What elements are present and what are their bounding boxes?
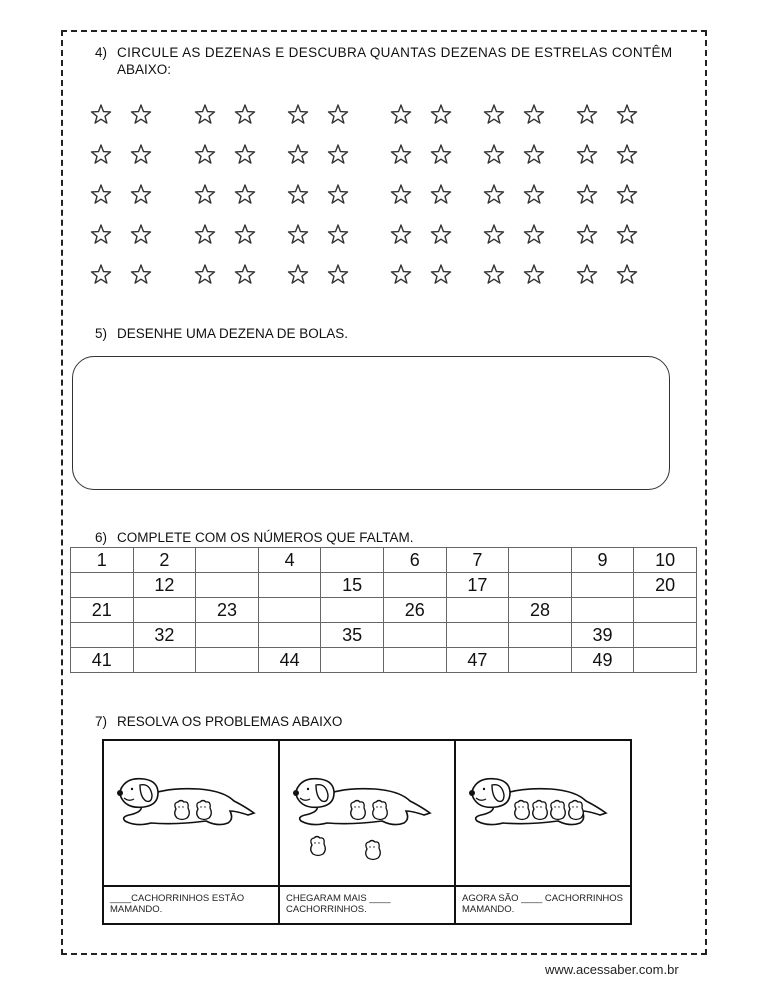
- star-outline-icon: [617, 185, 636, 203]
- problem-panel: [456, 741, 630, 923]
- star-outline-icon: [131, 265, 150, 283]
- question-text: RESOLVA OS PROBLEMAS ABAIXO: [117, 714, 343, 729]
- star-outline-icon: [288, 145, 307, 163]
- star-outline-icon: [328, 265, 347, 283]
- grid-cell-blank[interactable]: [383, 648, 446, 673]
- star-outline-icon: [484, 265, 503, 283]
- nursing-puppy-icon: [197, 801, 212, 820]
- drawing-area[interactable]: [72, 356, 670, 490]
- grid-cell-blank[interactable]: [133, 598, 196, 623]
- grid-row: [71, 648, 697, 673]
- grid-cell-blank[interactable]: [321, 598, 384, 623]
- arriving-puppy-icon: [366, 841, 381, 860]
- star-outline-icon: [524, 225, 543, 243]
- problem-caption[interactable]: AGORA SÃO ____ CACHORRINHOS MAMANDO.: [456, 885, 630, 923]
- question-5: [95, 325, 348, 342]
- arriving-puppy-icon: [311, 837, 326, 856]
- star-outline-icon: [328, 185, 347, 203]
- grid-cell-blank[interactable]: [571, 573, 634, 598]
- star-outline-icon: [235, 185, 254, 203]
- star-outline-icon: [524, 185, 543, 203]
- question-6: [95, 529, 414, 546]
- star-outline-icon: [431, 105, 450, 123]
- star-outline-icon: [391, 265, 410, 283]
- grid-cell-blank[interactable]: [258, 623, 321, 648]
- grid-cell-blank[interactable]: [196, 548, 259, 573]
- star-outline-icon: [235, 265, 254, 283]
- grid-cell-blank[interactable]: [509, 548, 572, 573]
- star-outline-icon: [328, 225, 347, 243]
- star-outline-icon: [577, 225, 596, 243]
- grid-cell-number: 6: [383, 548, 446, 573]
- star-outline-icon: [91, 105, 110, 123]
- star-outline-icon: [431, 145, 450, 163]
- star-outline-icon: [431, 225, 450, 243]
- grid-cell-blank[interactable]: [509, 573, 572, 598]
- problem-caption[interactable]: CHEGARAM MAIS ____ CACHORRINHOS.: [280, 885, 454, 923]
- grid-cell-number: 47: [446, 648, 509, 673]
- star-outline-icon: [391, 185, 410, 203]
- grid-cell-blank[interactable]: [321, 648, 384, 673]
- star-outline-icon: [235, 225, 254, 243]
- nursing-puppy-icon: [175, 801, 190, 820]
- grid-cell-blank[interactable]: [446, 623, 509, 648]
- number-grid: [70, 547, 697, 673]
- grid-cell-number: 32: [133, 623, 196, 648]
- problem-panels: [102, 739, 632, 925]
- star-outline-icon: [617, 265, 636, 283]
- grid-cell-number: 20: [634, 573, 697, 598]
- grid-cell-number: 2: [133, 548, 196, 573]
- grid-row: [71, 598, 697, 623]
- grid-cell-number: 28: [509, 598, 572, 623]
- grid-cell-number: 10: [634, 548, 697, 573]
- nursing-puppy-icon: [351, 801, 366, 820]
- grid-cell-blank[interactable]: [509, 623, 572, 648]
- nursing-puppy-icon: [551, 801, 566, 820]
- question-text-continued: ABAIXO:: [117, 62, 172, 77]
- star-outline-icon: [391, 145, 410, 163]
- star-outline-icon: [391, 225, 410, 243]
- grid-cell-number: 26: [383, 598, 446, 623]
- grid-cell-number: 35: [321, 623, 384, 648]
- grid-row: [71, 573, 697, 598]
- grid-cell-blank[interactable]: [509, 648, 572, 673]
- grid-cell-blank[interactable]: [446, 598, 509, 623]
- star-outline-icon: [91, 265, 110, 283]
- grid-cell-blank[interactable]: [321, 548, 384, 573]
- nursing-puppy-icon: [533, 801, 548, 820]
- star-outline-icon: [195, 105, 214, 123]
- star-outline-icon: [235, 145, 254, 163]
- nursing-puppy-icon: [569, 801, 584, 820]
- grid-cell-blank[interactable]: [196, 623, 259, 648]
- grid-cell-number: 9: [571, 548, 634, 573]
- star-outline-icon: [288, 105, 307, 123]
- grid-cell-number: 7: [446, 548, 509, 573]
- star-outline-icon: [484, 145, 503, 163]
- star-outline-icon: [577, 265, 596, 283]
- footer-website: www.acessaber.com.br: [545, 962, 679, 977]
- problem-caption[interactable]: ____CACHORRINHOS ESTÃO MAMANDO.: [104, 885, 278, 923]
- star-outline-icon: [577, 145, 596, 163]
- star-outline-icon: [617, 105, 636, 123]
- grid-cell-blank[interactable]: [133, 648, 196, 673]
- star-outline-icon: [524, 265, 543, 283]
- star-outline-icon: [391, 105, 410, 123]
- grid-cell-number: 4: [258, 548, 321, 573]
- star-outline-icon: [91, 145, 110, 163]
- star-outline-icon: [577, 185, 596, 203]
- star-outline-icon: [131, 105, 150, 123]
- star-outline-icon: [484, 225, 503, 243]
- star-outline-icon: [431, 265, 450, 283]
- question-text: DESENHE UMA DEZENA DE BOLAS.: [117, 326, 349, 341]
- star-outline-icon: [195, 265, 214, 283]
- grid-cell-blank[interactable]: [71, 573, 134, 598]
- grid-cell-number: 44: [258, 648, 321, 673]
- star-outline-icon: [91, 185, 110, 203]
- grid-cell-number: 41: [71, 648, 134, 673]
- question-number: 5): [95, 326, 108, 341]
- grid-cell-number: 23: [196, 598, 259, 623]
- grid-cell-number: 12: [133, 573, 196, 598]
- star-outline-icon: [91, 225, 110, 243]
- star-outline-icon: [235, 105, 254, 123]
- grid-cell-number: 17: [446, 573, 509, 598]
- grid-cell-blank[interactable]: [571, 598, 634, 623]
- problem-panel: [104, 741, 280, 923]
- star-outline-icon: [524, 145, 543, 163]
- grid-cell-number: 1: [71, 548, 134, 573]
- star-outline-icon: [131, 145, 150, 163]
- star-outline-icon: [288, 225, 307, 243]
- star-outline-icon: [431, 185, 450, 203]
- question-7: [95, 713, 342, 730]
- grid-row: [71, 623, 697, 648]
- grid-row: [71, 548, 697, 573]
- grid-cell-number: 15: [321, 573, 384, 598]
- grid-cell-number: 39: [571, 623, 634, 648]
- grid-cell-blank[interactable]: [634, 648, 697, 673]
- grid-cell-blank[interactable]: [258, 598, 321, 623]
- grid-cell-blank[interactable]: [258, 573, 321, 598]
- grid-cell-blank[interactable]: [383, 623, 446, 648]
- nursing-puppy-icon: [373, 801, 388, 820]
- star-outline-icon: [195, 185, 214, 203]
- star-outline-icon: [288, 185, 307, 203]
- star-outline-icon: [484, 105, 503, 123]
- star-outline-icon: [577, 105, 596, 123]
- star-grid: [0, 0, 768, 310]
- question-text: CIRCULE AS DEZENAS E DESCUBRA QUANTAS DEZENAS DE ESTRELAS CONTÊM: [117, 45, 673, 60]
- star-outline-icon: [617, 145, 636, 163]
- star-outline-icon: [195, 225, 214, 243]
- grid-cell-blank[interactable]: [634, 598, 697, 623]
- nursing-puppy-icon: [515, 801, 530, 820]
- dog-nursing-illustration: [456, 741, 756, 886]
- star-outline-icon: [328, 105, 347, 123]
- star-outline-icon: [288, 265, 307, 283]
- star-outline-icon: [195, 145, 214, 163]
- grid-cell-blank[interactable]: [196, 573, 259, 598]
- problem-panel: [280, 741, 456, 923]
- star-outline-icon: [617, 225, 636, 243]
- star-outline-icon: [524, 105, 543, 123]
- grid-cell-blank[interactable]: [196, 648, 259, 673]
- question-number: 7): [95, 714, 108, 729]
- grid-cell-blank[interactable]: [71, 623, 134, 648]
- star-outline-icon: [131, 225, 150, 243]
- question-number: 6): [95, 530, 108, 545]
- question-number: 4): [95, 45, 108, 60]
- grid-cell-number: 21: [71, 598, 134, 623]
- star-outline-icon: [328, 145, 347, 163]
- question-text: COMPLETE COM OS NÚMEROS QUE FALTAM.: [117, 530, 414, 545]
- star-outline-icon: [484, 185, 503, 203]
- grid-cell-blank[interactable]: [383, 573, 446, 598]
- star-outline-icon: [131, 185, 150, 203]
- grid-cell-number: 49: [571, 648, 634, 673]
- grid-cell-blank[interactable]: [634, 623, 697, 648]
